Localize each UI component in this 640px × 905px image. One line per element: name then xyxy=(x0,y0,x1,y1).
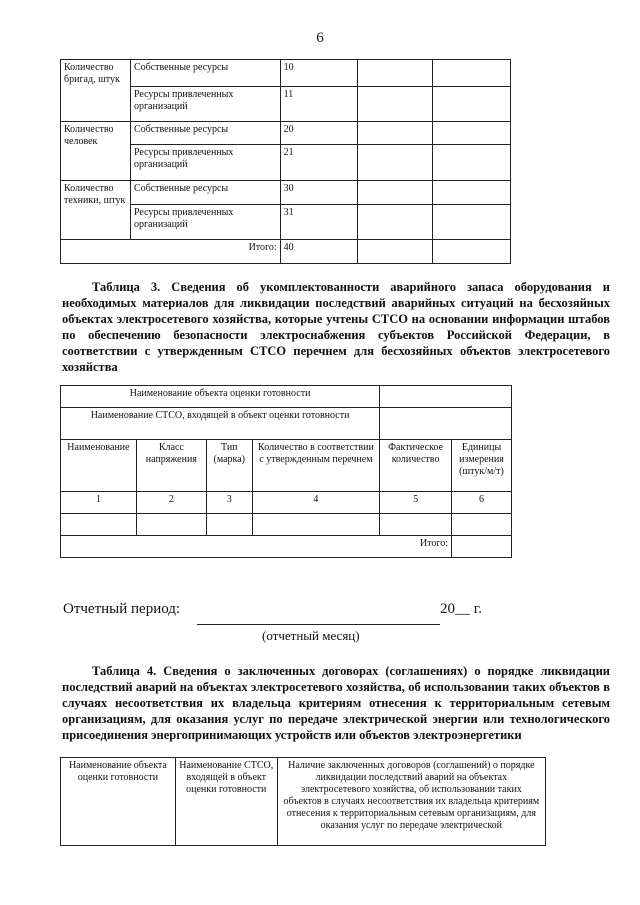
contracts-table xyxy=(60,757,546,846)
row-code: 31 xyxy=(280,205,358,240)
column-header: Фактическое количество xyxy=(380,440,452,492)
column-header: Наличие заключенных договоров (соглашений) о порядке ликвидации последствий аварий на объектах электросетевого хозяйства, об использовании таких объектов в случаях несоответствия их владельца критериям отнесения к территориальным сетевым организациям, для оказания услуг по передаче электрической xyxy=(277,758,545,846)
column-header: Наименование xyxy=(61,440,137,492)
column-number: 6 xyxy=(452,492,512,514)
row-group-label: Количество человек xyxy=(61,122,131,181)
resource-label: Ресурсы привлеченных организаций xyxy=(130,205,280,240)
table3-heading: Таблица 3. Сведения об укомплектованности аварийного запаса оборудования и необходимых материалов для ликвидации последствий аварийных ситуаций на бесхозяйных объектах электросетевого хозяйства, которые учтены СТСО на основании информации штабов по обеспечению безопасности электроснабжения субъектов Российской Федерации, в соответствии с утвержденным СТСО перечнем для бесхозяйных объектов электросетевого хозяйства xyxy=(62,280,610,374)
row-group-label: Количество бригад, штук xyxy=(61,60,131,122)
report-year: 20__ г. xyxy=(440,601,482,617)
table-row xyxy=(61,492,512,514)
row-code: 11 xyxy=(280,87,358,122)
column-header: Количество в соответствии с утвержденным перечнем xyxy=(252,440,379,492)
table-row xyxy=(61,536,512,558)
column-header: Тип (марка) xyxy=(206,440,252,492)
row-code: 20 xyxy=(280,122,358,145)
row-code: 30 xyxy=(280,181,358,205)
table-row xyxy=(61,122,511,145)
column-header: Наименование объекта оценки готовности xyxy=(61,758,176,846)
stso-label: Наименование СТСО, входящей в объект оценки готовности xyxy=(61,408,380,440)
column-header: Наименование СТСО, входящей в объект оценки готовности xyxy=(175,758,277,846)
row-code: 10 xyxy=(280,60,358,87)
page-number: 6 xyxy=(316,30,324,46)
row-code: 21 xyxy=(280,145,358,181)
resource-label: Собственные ресурсы xyxy=(130,60,280,87)
resource-label: Собственные ресурсы xyxy=(130,122,280,145)
resource-label: Ресурсы привлеченных организаций xyxy=(130,145,280,181)
total-label: Итого: xyxy=(61,240,281,264)
total-label: Итого: xyxy=(61,536,452,558)
row-group-label: Количество техники, штук xyxy=(61,181,131,240)
object-name-label: Наименование объекта оценки готовности xyxy=(61,386,380,408)
total-code: 40 xyxy=(280,240,358,264)
column-number: 4 xyxy=(252,492,379,514)
period-underline xyxy=(197,624,440,625)
table-row xyxy=(61,514,512,536)
table4-heading: Таблица 4. Сведения о заключенных договорах (соглашениях) о порядке ликвидации последствий аварий на объектах электросетевого хозяйства, об использовании таких объектов в случаях несоответствия их владельца критериям отнесения к территориальным сетевым организациям, для оказания услуг по передаче электрической энергии или технологического присоединения энергопринимающих устройств или объектов электроэнергетики xyxy=(62,664,610,742)
table-row xyxy=(61,60,511,87)
column-header: Класс напряжения xyxy=(136,440,206,492)
column-number: 3 xyxy=(206,492,252,514)
column-number: 1 xyxy=(61,492,137,514)
table-header-row xyxy=(61,440,512,492)
report-month-caption: (отчетный месяц) xyxy=(262,628,360,643)
resource-label: Собственные ресурсы xyxy=(130,181,280,205)
table-header-row xyxy=(61,758,546,846)
table-row xyxy=(61,386,512,408)
column-number: 2 xyxy=(136,492,206,514)
resource-label: Ресурсы привлеченных организаций xyxy=(130,87,280,122)
table-row xyxy=(61,181,511,205)
table-row xyxy=(61,240,511,264)
equipment-table xyxy=(60,385,512,558)
column-header: Единицы измерения (штук/м/т) xyxy=(452,440,512,492)
table-row xyxy=(61,408,512,440)
resources-table xyxy=(60,59,511,264)
report-period-label: Отчетный период: xyxy=(63,601,181,617)
column-number: 5 xyxy=(380,492,452,514)
